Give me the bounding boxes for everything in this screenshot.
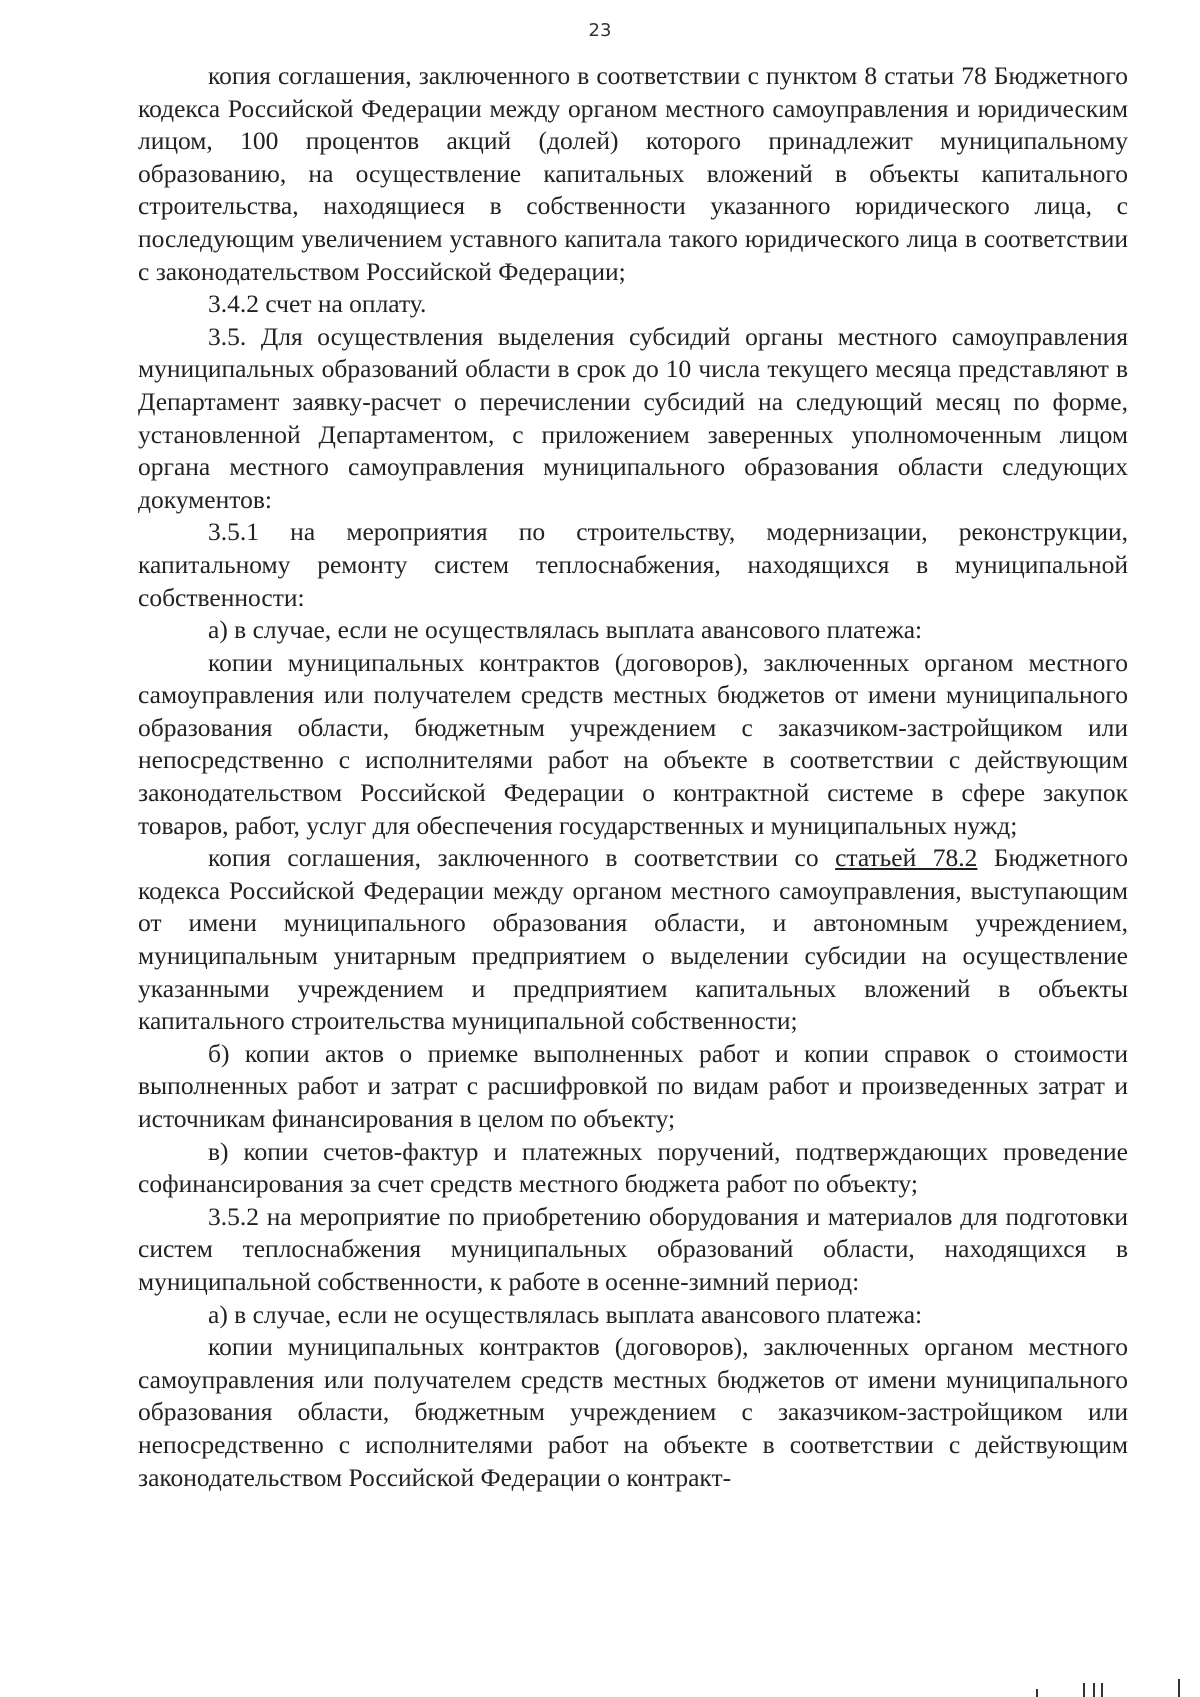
paragraph-agreement-78-2 xyxy=(138,842,1128,1038)
scan-mark xyxy=(1083,1683,1085,1697)
paragraph-3-5-2-a: а) в случае, если не осуществлялась выплата авансового платежа: xyxy=(208,1299,923,1329)
paragraph-agreement-78-8: копия соглашения, заключенного в соответствии с пунктом 8 статьи 78 Бюджетного кодекса Российской Федерации между органом местного самоуправления и юридическим лицом, 100 процентов акций (долей) которого принадлежит муниципальному образованию, на осуществление капитальных вложений в объекты капитального строительства, находящиеся в собственности указанного юридического лица, с последующим увеличением уставного капитала такого юридического лица в соответствии с законодательством Российской Федерации; xyxy=(138,61,1128,286)
paragraph-3-5: 3.5. Для осуществления выделения субсидий органы местного самоуправления муниципальных образований области в срок до 10 числа текущего месяца представляют в Департамент заявку-расчет о перечислении субсидий на следующий месяц по форме, установленной Департаментом, с приложением заверенных уполномоченным лицом органа местного самоуправления муниципального образования области следующих документов: xyxy=(138,321,1128,514)
paragraph-3-5-2: 3.5.2 на мероприятие по приобретению оборудования и материалов для подготовки систем теплоснабжения муниципальных образований области, находящихся в муниципальной собственности, к работе в осенне-зимний период: xyxy=(138,1201,1128,1296)
scan-mark xyxy=(1036,1689,1038,1697)
paragraph-3-5-1-a: а) в случае, если не осуществлялась выплата авансового платежа: xyxy=(208,615,923,645)
page-number: 23 xyxy=(588,20,612,41)
link-article-78-2[interactable]: статьей 78.2 xyxy=(835,843,978,873)
paragraph-3-5-1-b: б) копии актов о приемке выполненных работ и копии справок о стоимости выполненных работ и затрат с расшифровкой по видам работ и произведенных затрат и источникам финансирования в целом по объекту; xyxy=(138,1038,1128,1133)
paragraph-3-5-1-v: в) копии счетов-фактур и платежных поручений, подтверждающих проведение софинансирования за счет средств местного бюджета работ по объекту; xyxy=(138,1136,1128,1199)
paragraph-3-5-1: 3.5.1 на мероприятия по строительству, модернизации, реконструкции, капитальному ремонту систем теплоснабжения, находящихся в муниципальной собственности: xyxy=(138,517,1128,612)
scan-mark xyxy=(1178,1679,1180,1697)
paragraph-contract-copies-2: копии муниципальных контрактов (договоров), заключенных органом местного самоуправления или получателем средств местных бюджетов от имени муниципального образования области, бюджетным учреждением с заказчиком-застройщиком или непосредственно с исполнителями работ на объекте в соответствии с действующим законодательством Российской Федерации о контракт- xyxy=(138,1332,1128,1492)
scan-mark xyxy=(1101,1683,1103,1697)
paragraph-agreement-text-start: копия соглашения, заключенного в соответствии со xyxy=(208,843,836,873)
scan-edge-marks xyxy=(0,1672,1200,1697)
document-body xyxy=(138,60,1128,1494)
scan-mark xyxy=(1093,1683,1095,1697)
paragraph-agreement-text-end: Бюджетного кодекса Российской Федерации между органом местного самоуправления, выступающим от имени муниципального образования области, и автономным учреждением, муниципальным унитарным предприятием о выделении субсидии на осуществление указанными учреждением и предприятием капитальных вложений в объекты капитального строительства муниципальной собственности; xyxy=(138,843,1129,1036)
paragraph-3-4-2: 3.4.2 счет на оплату. xyxy=(208,289,427,319)
paragraph-contract-copies-1: копии муниципальных контрактов (договоров), заключенных органом местного самоуправления или получателем средств местных бюджетов от имени муниципального образования области, бюджетным учреждением с заказчиком-застройщиком или непосредственно с исполнителями работ на объекте в соответствии с действующим законодательством Российской Федерации о контрактной системе в сфере закупок товаров, работ, услуг для обеспечения государственных и муниципальных нужд; xyxy=(138,647,1128,840)
